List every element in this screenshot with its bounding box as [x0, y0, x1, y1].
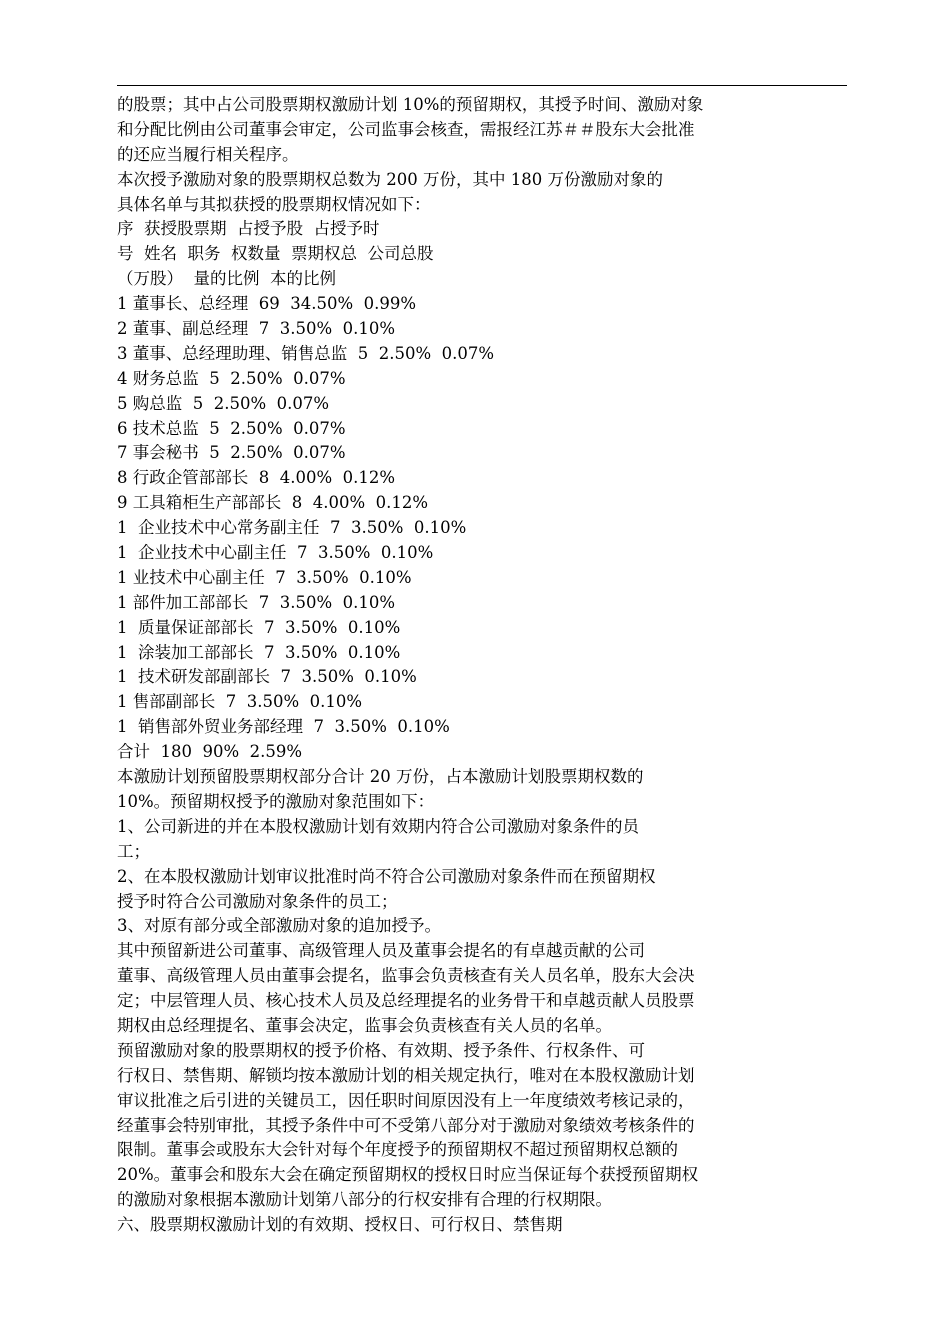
document-body [117, 93, 817, 1238]
text-line: 号 姓名 职务 权数量 票期权总 公司总股 [117, 244, 434, 264]
text-line: 3 董事、总经理助理、销售总监 5 2.50% 0.07% [117, 343, 495, 363]
text-line: 1 董事长、总经理 69 34.50% 0.99% [117, 294, 417, 314]
text-line: 其中预留新进公司董事、高级管理人员及董事会提名的有卓越贡献的公司 [117, 941, 645, 961]
text-line: 9 工具箱柜生产部部长 8 4.00% 0.12% [117, 493, 429, 513]
text-line: 序 获授股票期 占授予股 占授予时 [117, 219, 380, 239]
text-line: 1 企业技术中心副主任 7 3.50% 0.10% [117, 543, 434, 563]
text-line: 10%。预留期权授予的激励对象范围如下： [117, 791, 435, 811]
text-line: 1 销售部外贸业务部经理 7 3.50% 0.10% [117, 717, 450, 737]
text-line: （万股） 量的比例 本的比例 [117, 269, 336, 289]
text-line: 授予时符合公司激励对象条件的员工； [117, 891, 398, 911]
text-line: 5 购总监 5 2.50% 0.07% [117, 393, 330, 413]
text-line: 本激励计划预留股票期权部分合计 20 万份，占本激励计划股票期权数的 [117, 767, 644, 787]
text-line: 1 企业技术中心常务副主任 7 3.50% 0.10% [117, 518, 467, 538]
text-line: 限制。董事会或股东大会针对每个年度授予的预留期权不超过预留期权总额的 [117, 1140, 678, 1160]
text-line: 1 技术研发部副部长 7 3.50% 0.10% [117, 667, 417, 687]
text-line: 3、对原有部分或全部激励对象的追加授予。 [117, 916, 441, 936]
text-line: 1 业技术中心副主任 7 3.50% 0.10% [117, 567, 412, 587]
text-line: 8 行政企管部部长 8 4.00% 0.12% [117, 468, 396, 488]
text-line: 具体名单与其拟获授的股票期权情况如下： [117, 194, 431, 214]
text-line: 本次授予激励对象的股票期权总数为 200 万份，其中 180 万份激励对象的 [117, 169, 663, 189]
text-line: 的股票；其中占公司股票期权激励计划 10%的预留期权，其授予时间、激励对象 [117, 95, 704, 114]
text-line: 定；中层管理人员、核心技术人员及总经理提名的业务骨干和卓越贡献人员股票 [117, 991, 695, 1011]
text-line: 1 涂装加工部部长 7 3.50% 0.10% [117, 642, 401, 662]
text-line: 审议批准之后引进的关键员工，因任职时间原因没有上一年度绩效考核记录的， [117, 1090, 695, 1110]
text-line: 2、在本股权激励计划审议批准时尚不符合公司激励对象条件而在预留期权 [117, 866, 656, 886]
text-line: 1 质量保证部部长 7 3.50% 0.10% [117, 617, 401, 637]
text-line: 7 事会秘书 5 2.50% 0.07% [117, 443, 346, 463]
text-line: 6 技术总监 5 2.50% 0.07% [117, 418, 346, 438]
text-line: 工； [117, 841, 150, 861]
text-line: 预留激励对象的股票期权的授予价格、有效期、授予条件、行权条件、可 [117, 1040, 645, 1060]
text-line: 的激励对象根据本激励计划第八部分的行权安排有合理的行权期限。 [117, 1190, 612, 1210]
text-line: 1 部件加工部部长 7 3.50% 0.10% [117, 592, 396, 612]
header-rule [117, 85, 847, 86]
text-line: 4 财务总监 5 2.50% 0.07% [117, 368, 346, 388]
text-line: 行权日、禁售期、解锁均按本激励计划的相关规定执行，唯对在本股权激励计划 [117, 1065, 695, 1085]
text-line: 董事、高级管理人员由董事会提名，监事会负责核查有关人员名单，股东大会决 [117, 966, 695, 986]
text-line: 的还应当履行相关程序。 [117, 144, 299, 164]
text-line: 2 董事、副总经理 7 3.50% 0.10% [117, 319, 396, 339]
text-line: 合计 180 90% 2.59% [117, 742, 303, 762]
text-line: 和分配比例由公司董事会审定，公司监事会核查，需报经江苏＃＃股东大会批准 [117, 119, 695, 139]
text-line: 六、股票期权激励计划的有效期、授权日、可行权日、禁售期 [117, 1215, 563, 1235]
text-line: 1 售部副部长 7 3.50% 0.10% [117, 692, 363, 712]
text-line: 期权由总经理提名、董事会决定，监事会负责核查有关人员的名单。 [117, 1015, 612, 1035]
text-line: 1、公司新进的并在本股权激励计划有效期内符合公司激励对象条件的员 [117, 816, 639, 836]
text-line: 经董事会特别审批，其授予条件中可不受第八部分对于激励对象绩效考核条件的 [117, 1115, 695, 1135]
text-line: 20%。董事会和股东大会在确定预留期权的授权日时应当保证每个获授预留期权 [117, 1165, 699, 1185]
